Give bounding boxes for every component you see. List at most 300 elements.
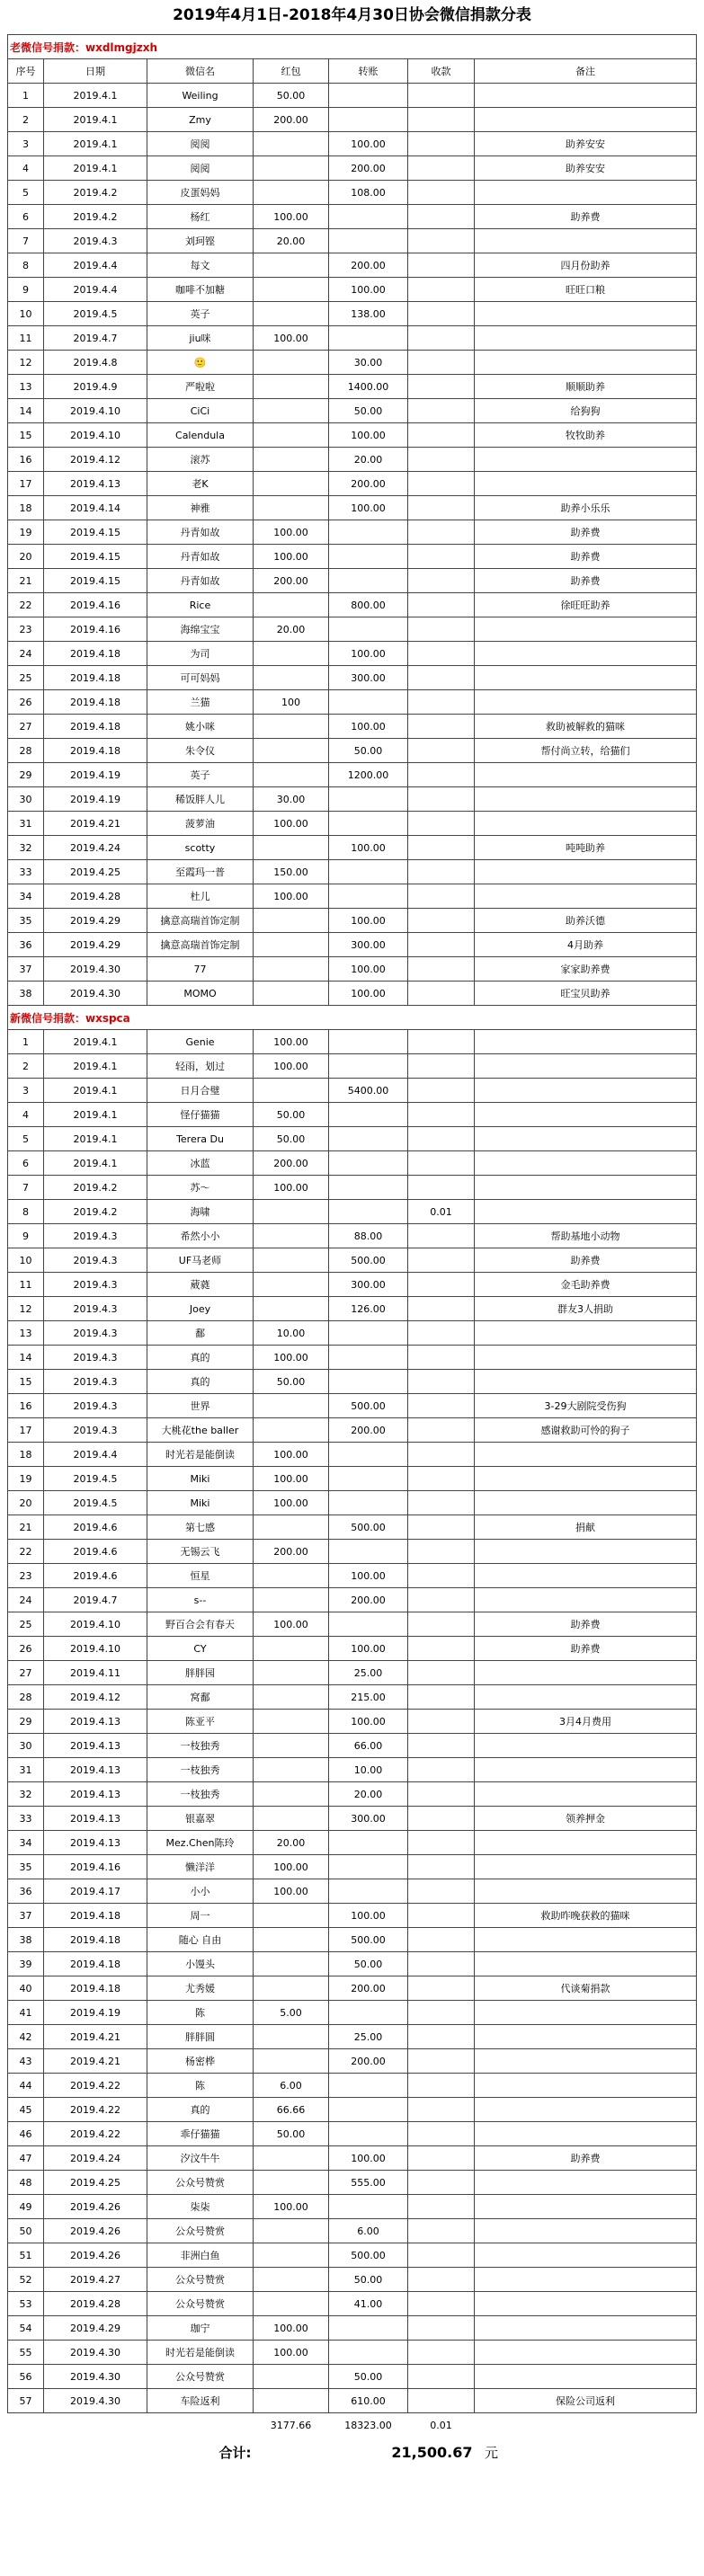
cell-index: 27 <box>8 1661 44 1685</box>
cell-date: 2019.4.25 <box>44 2171 147 2195</box>
cell-note <box>475 1831 697 1855</box>
cell-hongbao: 200.00 <box>254 569 329 593</box>
cell-wechat-name: 公众号赞赏 <box>147 2219 254 2243</box>
cell-note <box>475 1443 697 1467</box>
cell-date: 2019.4.18 <box>44 1928 147 1952</box>
cell-date: 2019.4.30 <box>44 2341 147 2365</box>
section-header <box>8 1006 697 1030</box>
cell-index: 23 <box>8 1564 44 1588</box>
cell-note: 救助昨晚获救的猫咪 <box>475 1904 697 1928</box>
cell-hongbao <box>254 1782 329 1807</box>
cell-wechat-name: 公众号赞赏 <box>147 2365 254 2389</box>
cell-note <box>475 2243 697 2268</box>
cell-hongbao <box>254 1394 329 1418</box>
cell-index: 22 <box>8 1540 44 1564</box>
cell-transfer <box>329 2074 408 2098</box>
cell-date: 2019.4.30 <box>44 2365 147 2389</box>
table-row <box>8 278 697 302</box>
cell-date: 2019.4.16 <box>44 617 147 642</box>
cell-index: 19 <box>8 520 44 545</box>
cell-note <box>475 1734 697 1758</box>
table-row <box>8 520 697 545</box>
cell-transfer <box>329 2122 408 2146</box>
cell-transfer: 20.00 <box>329 1782 408 1807</box>
cell-transfer <box>329 1370 408 1394</box>
cell-receive <box>408 1103 475 1127</box>
table-row <box>8 1273 697 1297</box>
cell-hongbao <box>254 1588 329 1612</box>
cell-hongbao: 6.00 <box>254 2074 329 2098</box>
cell-date: 2019.4.8 <box>44 351 147 375</box>
cell-transfer: 108.00 <box>329 181 408 205</box>
cell-hongbao: 100.00 <box>254 884 329 909</box>
grand-total-row <box>8 2437 697 2467</box>
cell-note <box>475 2268 697 2292</box>
cell-note <box>475 2219 697 2243</box>
cell-transfer <box>329 1103 408 1127</box>
table-row <box>8 1151 697 1176</box>
cell-receive <box>408 884 475 909</box>
cell-receive <box>408 108 475 132</box>
cell-hongbao <box>254 132 329 156</box>
cell-wechat-name: 陈 <box>147 2001 254 2025</box>
cell-receive <box>408 1637 475 1661</box>
cell-transfer <box>329 108 408 132</box>
cell-hongbao <box>254 2146 329 2171</box>
column-header: 备注 <box>475 59 697 84</box>
cell-hongbao: 30.00 <box>254 787 329 812</box>
cell-hongbao: 50.00 <box>254 1103 329 1127</box>
cell-hongbao <box>254 399 329 423</box>
cell-note: 助养费 <box>475 1248 697 1273</box>
cell-hongbao <box>254 1976 329 2001</box>
cell-wechat-name: 海啸 <box>147 1200 254 1224</box>
cell-transfer: 100.00 <box>329 2146 408 2171</box>
cell-note <box>475 108 697 132</box>
cell-hongbao: 100.00 <box>254 205 329 229</box>
table-row <box>8 423 697 448</box>
cell-index: 28 <box>8 1685 44 1710</box>
table-row <box>8 957 697 982</box>
cell-note <box>475 1491 697 1515</box>
cell-date: 2019.4.5 <box>44 1467 147 1491</box>
cell-receive <box>408 2316 475 2341</box>
cell-transfer: 41.00 <box>329 2292 408 2316</box>
cell-receive <box>408 156 475 181</box>
cell-note <box>475 884 697 909</box>
cell-note: 助养费 <box>475 1637 697 1661</box>
cell-hongbao <box>254 1758 329 1782</box>
cell-index: 56 <box>8 2365 44 2389</box>
cell-receive <box>408 1564 475 1588</box>
table-row <box>8 1224 697 1248</box>
cell-hongbao <box>254 1685 329 1710</box>
cell-note: 助养沃德 <box>475 909 697 933</box>
cell-wechat-name: 葳蕤 <box>147 1273 254 1297</box>
cell-receive <box>408 1467 475 1491</box>
cell-note <box>475 1370 697 1394</box>
cell-transfer: 1200.00 <box>329 763 408 787</box>
cell-wechat-name: MOMO <box>147 982 254 1006</box>
cell-date: 2019.4.22 <box>44 2098 147 2122</box>
table-row <box>8 496 697 520</box>
cell-receive <box>408 2389 475 2413</box>
cell-index: 4 <box>8 156 44 181</box>
cell-wechat-name: 咖啡不加糖 <box>147 278 254 302</box>
cell-index: 12 <box>8 351 44 375</box>
cell-note <box>475 860 697 884</box>
cell-note <box>475 1030 697 1054</box>
cell-note: 帮付尚立转，给猫们 <box>475 739 697 763</box>
cell-transfer: 88.00 <box>329 1224 408 1248</box>
cell-wechat-name: 小小 <box>147 1879 254 1904</box>
cell-index: 33 <box>8 1807 44 1831</box>
cell-receive <box>408 642 475 666</box>
table-row <box>8 2122 697 2146</box>
cell-wechat-name: 车险返利 <box>147 2389 254 2413</box>
cell-date: 2019.4.12 <box>44 448 147 472</box>
cell-wechat-name: 擒意高瑞首饰定制 <box>147 909 254 933</box>
cell-wechat-name: 胖胖园 <box>147 1661 254 1685</box>
table-row <box>8 1710 697 1734</box>
cell-date: 2019.4.2 <box>44 205 147 229</box>
cell-hongbao: 10.00 <box>254 1321 329 1346</box>
cell-date: 2019.4.10 <box>44 399 147 423</box>
cell-index: 38 <box>8 982 44 1006</box>
cell-transfer: 1400.00 <box>329 375 408 399</box>
cell-index: 9 <box>8 278 44 302</box>
cell-wechat-name: 丹青如故 <box>147 545 254 569</box>
cell-date: 2019.4.3 <box>44 1273 147 1297</box>
column-header: 红包 <box>254 59 329 84</box>
cell-hongbao <box>254 1418 329 1443</box>
cell-transfer: 25.00 <box>329 1661 408 1685</box>
cell-wechat-name: 小馒头 <box>147 1952 254 1976</box>
cell-hongbao <box>254 1928 329 1952</box>
cell-date: 2019.4.26 <box>44 2243 147 2268</box>
cell-index: 37 <box>8 1904 44 1928</box>
table-row <box>8 763 697 787</box>
cell-date: 2019.4.18 <box>44 1976 147 2001</box>
receive-sum: 0.01 <box>408 2413 475 2438</box>
cell-receive <box>408 666 475 690</box>
cell-transfer: 5400.00 <box>329 1079 408 1103</box>
cell-receive <box>408 2049 475 2074</box>
cell-wechat-name: 陈亚平 <box>147 1710 254 1734</box>
cell-transfer: 300.00 <box>329 1807 408 1831</box>
cell-wechat-name: 野百合会有春天 <box>147 1612 254 1637</box>
cell-wechat-name: 海绵宝宝 <box>147 617 254 642</box>
cell-transfer: 6.00 <box>329 2219 408 2243</box>
cell-receive <box>408 1831 475 1855</box>
cell-hongbao: 100.00 <box>254 2316 329 2341</box>
cell-receive <box>408 253 475 278</box>
table-row <box>8 2001 697 2025</box>
cell-wechat-name: CiCi <box>147 399 254 423</box>
cell-date: 2019.4.24 <box>44 2146 147 2171</box>
cell-note <box>475 787 697 812</box>
cell-note: 顺顺助养 <box>475 375 697 399</box>
cell-date: 2019.4.6 <box>44 1540 147 1564</box>
cell-note <box>475 84 697 108</box>
cell-note <box>475 181 697 205</box>
cell-transfer: 50.00 <box>329 399 408 423</box>
cell-transfer: 200.00 <box>329 1588 408 1612</box>
table-row <box>8 375 697 399</box>
hongbao-sum: 3177.66 <box>254 2413 329 2438</box>
cell-receive <box>408 957 475 982</box>
cell-note: 助养费 <box>475 2146 697 2171</box>
cell-note <box>475 351 697 375</box>
cell-index: 37 <box>8 957 44 982</box>
table-row <box>8 1928 697 1952</box>
cell-note <box>475 2195 697 2219</box>
table-row <box>8 642 697 666</box>
table-row <box>8 2098 697 2122</box>
cell-index: 27 <box>8 715 44 739</box>
cell-index: 29 <box>8 763 44 787</box>
cell-index: 31 <box>8 1758 44 1782</box>
cell-wechat-name: 滚苏 <box>147 448 254 472</box>
column-header: 日期 <box>44 59 147 84</box>
cell-date: 2019.4.7 <box>44 1588 147 1612</box>
cell-date: 2019.4.16 <box>44 1855 147 1879</box>
table-row <box>8 2049 697 2074</box>
cell-index: 30 <box>8 1734 44 1758</box>
cell-index: 35 <box>8 1855 44 1879</box>
cell-transfer <box>329 1321 408 1346</box>
cell-hongbao <box>254 1564 329 1588</box>
cell-transfer: 800.00 <box>329 593 408 617</box>
cell-receive <box>408 1904 475 1928</box>
cell-note <box>475 1176 697 1200</box>
cell-hongbao <box>254 253 329 278</box>
cell-index: 24 <box>8 1588 44 1612</box>
cell-index: 43 <box>8 2049 44 2074</box>
cell-wechat-name: 77 <box>147 957 254 982</box>
cell-wechat-name: 兰猫 <box>147 690 254 715</box>
cell-wechat-name: 时光若是能倒读 <box>147 2341 254 2365</box>
cell-index: 13 <box>8 1321 44 1346</box>
cell-note: 救助被解救的猫咪 <box>475 715 697 739</box>
cell-hongbao: 50.00 <box>254 2122 329 2146</box>
cell-note <box>475 2122 697 2146</box>
table-row <box>8 1976 697 2001</box>
cell-note: 代谈菊捐款 <box>475 1976 697 2001</box>
cell-date: 2019.4.1 <box>44 1103 147 1127</box>
cell-receive <box>408 2341 475 2365</box>
table-row <box>8 2074 697 2098</box>
cell-date: 2019.4.21 <box>44 2049 147 2074</box>
table-row <box>8 1346 697 1370</box>
cell-receive <box>408 1515 475 1540</box>
cell-wechat-name: Weiling <box>147 84 254 108</box>
cell-date: 2019.4.15 <box>44 520 147 545</box>
cell-hongbao <box>254 2049 329 2074</box>
blank-cell <box>8 2413 44 2438</box>
cell-date: 2019.4.18 <box>44 739 147 763</box>
cell-receive <box>408 1807 475 1831</box>
cell-index: 19 <box>8 1467 44 1491</box>
cell-index: 31 <box>8 812 44 836</box>
cell-date: 2019.4.21 <box>44 812 147 836</box>
cell-note <box>475 642 697 666</box>
cell-transfer <box>329 690 408 715</box>
table-row <box>8 1540 697 1564</box>
cell-wechat-name: UF马老师 <box>147 1248 254 1273</box>
cell-wechat-name: 一枝独秀 <box>147 1782 254 1807</box>
cell-index: 18 <box>8 1443 44 1467</box>
table-row <box>8 909 697 933</box>
cell-receive <box>408 1758 475 1782</box>
cell-hongbao: 100.00 <box>254 2195 329 2219</box>
cell-wechat-name: 大桃花the baller <box>147 1418 254 1443</box>
cell-note <box>475 229 697 253</box>
cell-note <box>475 2171 697 2195</box>
cell-wechat-name: 怪仔猫猫 <box>147 1103 254 1127</box>
table-row <box>8 2219 697 2243</box>
cell-receive <box>408 423 475 448</box>
cell-transfer <box>329 2001 408 2025</box>
page-title: 2019年4月1日-2018年4月30日协会微信捐款分表 <box>173 6 531 24</box>
cell-wechat-name: 恒星 <box>147 1564 254 1588</box>
cell-date: 2019.4.18 <box>44 1952 147 1976</box>
table-row <box>8 1612 697 1637</box>
cell-receive <box>408 690 475 715</box>
table-row <box>8 132 697 156</box>
cell-transfer: 20.00 <box>329 448 408 472</box>
cell-index: 16 <box>8 1394 44 1418</box>
total-unit: 元 <box>476 2444 499 2461</box>
cell-date: 2019.4.22 <box>44 2074 147 2098</box>
cell-hongbao: 100.00 <box>254 1346 329 1370</box>
cell-wechat-name: 尤秀媛 <box>147 1976 254 2001</box>
cell-transfer: 200.00 <box>329 472 408 496</box>
cell-note <box>475 690 697 715</box>
blank-cell <box>147 2413 254 2438</box>
cell-wechat-name: Rice <box>147 593 254 617</box>
cell-index: 39 <box>8 1952 44 1976</box>
cell-transfer: 500.00 <box>329 2243 408 2268</box>
total-amount: 21,500.67 <box>391 2443 473 2461</box>
cell-receive <box>408 1952 475 1976</box>
cell-receive <box>408 1879 475 1904</box>
cell-index: 6 <box>8 1151 44 1176</box>
cell-date: 2019.4.1 <box>44 1127 147 1151</box>
cell-wechat-name: 鄱 <box>147 1321 254 1346</box>
cell-wechat-name: jiu咪 <box>147 326 254 351</box>
cell-receive <box>408 593 475 617</box>
cell-index: 36 <box>8 1879 44 1904</box>
cell-note <box>475 2365 697 2389</box>
cell-index: 30 <box>8 787 44 812</box>
cell-note <box>475 763 697 787</box>
cell-wechat-name: 苏～ <box>147 1176 254 1200</box>
cell-transfer: 138.00 <box>329 302 408 326</box>
cell-index: 29 <box>8 1710 44 1734</box>
cell-transfer <box>329 229 408 253</box>
cell-receive <box>408 399 475 423</box>
cell-hongbao <box>254 1273 329 1297</box>
cell-date: 2019.4.24 <box>44 836 147 860</box>
table-row <box>8 715 697 739</box>
cell-index: 34 <box>8 884 44 909</box>
cell-receive <box>408 1418 475 1443</box>
cell-date: 2019.4.2 <box>44 181 147 205</box>
cell-hongbao: 100.00 <box>254 1879 329 1904</box>
cell-date: 2019.4.13 <box>44 1710 147 1734</box>
table-row <box>8 982 697 1006</box>
cell-transfer <box>329 2316 408 2341</box>
cell-hongbao <box>254 423 329 448</box>
cell-transfer: 100.00 <box>329 496 408 520</box>
cell-date: 2019.4.3 <box>44 1321 147 1346</box>
cell-receive <box>408 1782 475 1807</box>
cell-note <box>475 1103 697 1127</box>
table-row <box>8 812 697 836</box>
table-row <box>8 1418 697 1443</box>
cell-transfer: 610.00 <box>329 2389 408 2413</box>
cell-wechat-name: 稀饭胖人儿 <box>147 787 254 812</box>
cell-transfer: 100.00 <box>329 957 408 982</box>
cell-wechat-name: 英子 <box>147 302 254 326</box>
cell-note: 3-29大剧院受伤狗 <box>475 1394 697 1418</box>
cell-receive <box>408 836 475 860</box>
cell-date: 2019.4.12 <box>44 1685 147 1710</box>
cell-transfer <box>329 812 408 836</box>
cell-note: 助养费 <box>475 520 697 545</box>
cell-date: 2019.4.22 <box>44 2122 147 2146</box>
cell-wechat-name: 冰蓝 <box>147 1151 254 1176</box>
cell-wechat-name: 银嘉翠 <box>147 1807 254 1831</box>
cell-note <box>475 1467 697 1491</box>
cell-hongbao: 150.00 <box>254 860 329 884</box>
cell-wechat-name: Joey <box>147 1297 254 1321</box>
cell-index: 40 <box>8 1976 44 2001</box>
cell-date: 2019.4.18 <box>44 715 147 739</box>
table-row <box>8 108 697 132</box>
cell-transfer <box>329 860 408 884</box>
cell-date: 2019.4.28 <box>44 2292 147 2316</box>
cell-hongbao <box>254 666 329 690</box>
cell-hongbao: 66.66 <box>254 2098 329 2122</box>
cell-date: 2019.4.3 <box>44 1370 147 1394</box>
cell-note <box>475 2341 697 2365</box>
cell-note <box>475 1079 697 1103</box>
cell-wechat-name: 🙂 <box>147 351 254 375</box>
cell-wechat-name: 无锡云飞 <box>147 1540 254 1564</box>
cell-transfer: 50.00 <box>329 2268 408 2292</box>
cell-wechat-name: 公众号赞赏 <box>147 2292 254 2316</box>
cell-wechat-name: 窝鄱 <box>147 1685 254 1710</box>
cell-wechat-name: Calendula <box>147 423 254 448</box>
cell-receive <box>408 739 475 763</box>
cell-transfer: 300.00 <box>329 1273 408 1297</box>
cell-index: 32 <box>8 836 44 860</box>
cell-wechat-name: 胖胖圆 <box>147 2025 254 2049</box>
cell-note: 助养费 <box>475 205 697 229</box>
cell-note <box>475 1346 697 1370</box>
cell-index: 36 <box>8 933 44 957</box>
cell-transfer <box>329 545 408 569</box>
cell-wechat-name: 乖仔猫猫 <box>147 2122 254 2146</box>
cell-receive <box>408 520 475 545</box>
cell-date: 2019.4.3 <box>44 229 147 253</box>
cell-hongbao <box>254 351 329 375</box>
table-row <box>8 1588 697 1612</box>
cell-date: 2019.4.10 <box>44 1612 147 1637</box>
cell-wechat-name: 可可妈妈 <box>147 666 254 690</box>
